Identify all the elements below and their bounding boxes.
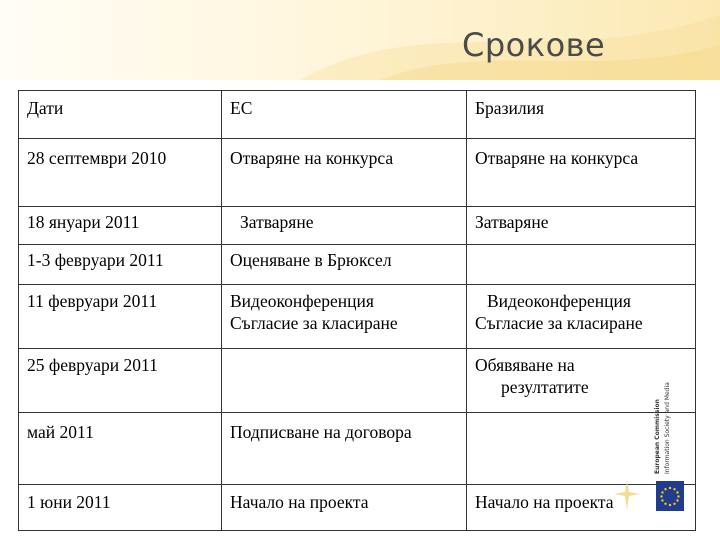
row-eu: Отваряне на конкурса — [222, 139, 467, 207]
row-brazil: Отваряне на конкурса — [467, 139, 696, 207]
row-date: 1-3 февруари 2011 — [19, 245, 222, 285]
header-dates: Дати — [19, 91, 222, 139]
row-date: 11 февруари 2011 — [19, 285, 222, 349]
header-eu: ЕС — [222, 91, 467, 139]
table-row — [19, 139, 696, 207]
row-eu: Начало на проекта — [222, 485, 467, 531]
row-eu-line: Съгласие за класиране — [230, 313, 398, 333]
row-date: 1 юни 2011 — [19, 485, 222, 531]
table-row — [19, 207, 696, 245]
row-brazil — [467, 285, 696, 349]
row-brazil: Начало на проекта — [467, 485, 696, 531]
row-eu: Оценяване в Брюксел — [222, 245, 467, 285]
eu-org-name: European Commission — [654, 399, 661, 474]
eu-flag-icon — [656, 481, 684, 511]
row-eu — [222, 285, 467, 349]
row-eu — [222, 349, 467, 413]
row-brazil-line: Обявяване на — [475, 355, 575, 375]
row-date: май 2011 — [19, 413, 222, 485]
row-brazil-line: Видеоконференция — [487, 291, 631, 311]
row-brazil — [467, 245, 696, 285]
table-header-row — [19, 91, 696, 139]
eu-org-sub: Information Society and Media — [664, 382, 671, 474]
row-eu: Затваряне — [222, 207, 467, 245]
table-row — [19, 413, 696, 485]
table-row — [19, 245, 696, 285]
row-eu-line: Видеоконференция — [230, 291, 374, 311]
table-row — [19, 349, 696, 413]
header-decoration — [0, 0, 720, 80]
row-date: 28 септември 2010 — [19, 139, 222, 207]
page-title: Срокове — [462, 26, 606, 64]
row-date: 18 януари 2011 — [19, 207, 222, 245]
star-sparkle-icon — [612, 476, 642, 516]
eu-logo-text — [652, 376, 692, 476]
row-eu: Подписване на договора — [222, 413, 467, 485]
header-brazil: Бразилия — [467, 91, 696, 139]
deadlines-table — [18, 90, 696, 531]
row-brazil-line: Съгласие за класиране — [475, 313, 643, 333]
row-date: 25 февруари 2011 — [19, 349, 222, 413]
row-brazil: Затваряне — [467, 207, 696, 245]
table-row — [19, 485, 696, 531]
row-brazil-line: резултатите — [501, 377, 589, 397]
table-row — [19, 285, 696, 349]
